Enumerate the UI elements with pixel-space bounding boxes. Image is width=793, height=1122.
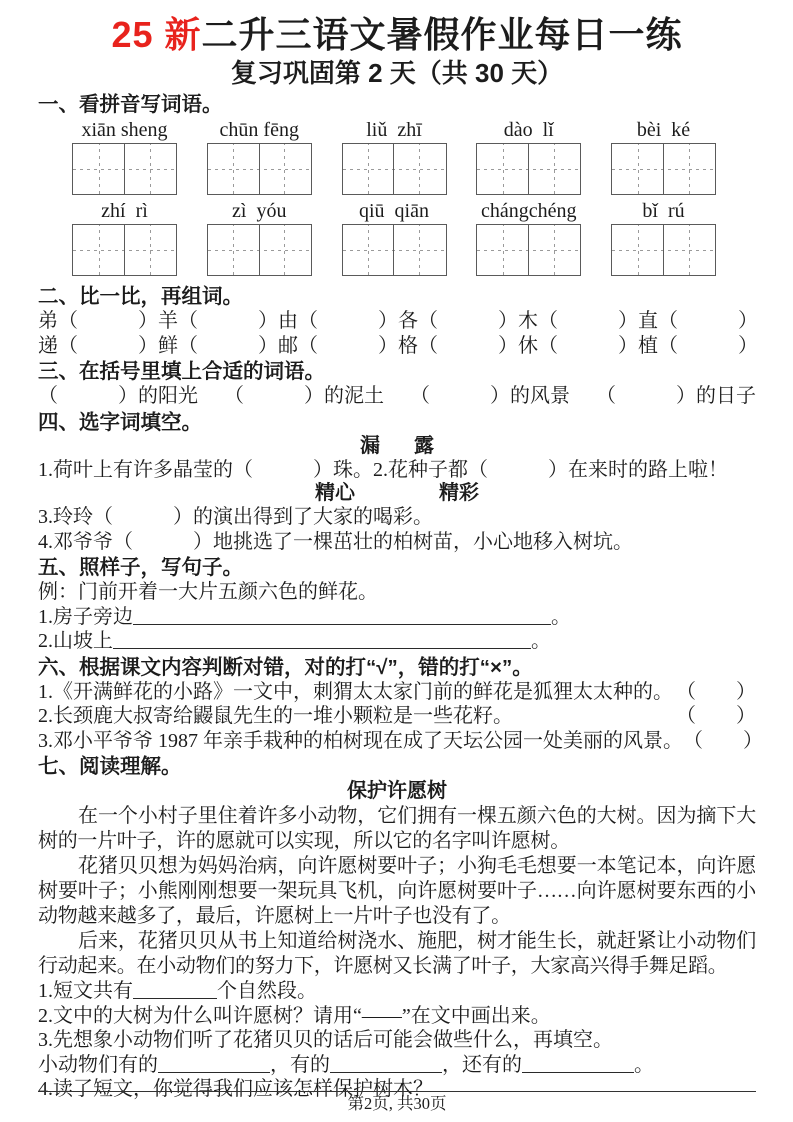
question-text: 。 (634, 1053, 654, 1076)
pinyin-row-1 (72, 119, 716, 195)
writing-grid-box (611, 224, 716, 276)
judge-statement: 3.邓小平爷爷 1987 年亲手栽种的柏树现在成了天坛公园一处美丽的风景。 (38, 729, 683, 752)
answer-underline (133, 981, 217, 999)
answer-blank-parens: （ ） (410, 385, 510, 407)
section-5-heading: 五、照样子，写句子。 (38, 556, 243, 579)
answer-blank-parens: （ ） (538, 334, 638, 357)
writing-grid-box (342, 224, 447, 276)
compare-char: 弟 (38, 310, 58, 332)
judge-item (38, 680, 756, 705)
judge-item (38, 729, 763, 754)
compare-char: 羊 (158, 310, 178, 332)
judge-statement: 1.《开满鲜花的小路》一文中，刺猬太太家门前的鲜花是狐狸太太种的。 (38, 680, 673, 703)
judge-statement: 2.长颈鹿大叔寄给鼹鼠先生的一堆小颗粒是一些花籽。 (38, 705, 513, 727)
question-text: ，有的 (270, 1053, 330, 1076)
answer-blank-parens: （ ） (178, 310, 278, 332)
exercise-line: 3.玲玲（ ）的演出得到了大家的喝彩。 (38, 506, 433, 528)
choice-word: 精彩 (439, 482, 479, 504)
phrase-row (38, 384, 756, 409)
compare-item (398, 334, 518, 359)
section-4-choose-words (38, 410, 756, 555)
compare-item (38, 309, 158, 334)
pinyin-word-group (611, 119, 716, 195)
passage-paragraph: 在一个小村子里住着许多小动物，它们拥有一棵五颜六色的大树。因为摘下大树的一片叶子，许的愿就可以实现，所以它的名字叫许愿树。 (38, 805, 756, 852)
compare-item (38, 334, 158, 359)
question-text: 小动物们有的 (38, 1053, 158, 1076)
compare-item (638, 334, 758, 359)
choice-gap (380, 435, 414, 458)
answer-blank-parens: （ ） (38, 385, 138, 407)
section-4-heading: 四、选字词填空。 (38, 410, 202, 434)
sentence-stem: 1.房子旁边 (38, 605, 133, 628)
pinyin-word-group (207, 200, 312, 276)
writing-grid-box (207, 143, 312, 195)
reading-question-2: 2.文中的大树为什么叫许愿树？请用“——”在文中画出来。 (38, 1004, 551, 1027)
title-red-part: 25 新 (111, 14, 202, 55)
answer-blank-parens: （ ） (58, 334, 158, 357)
title-black-part: 二升三语文暑假作业每日一练 (201, 14, 683, 55)
compare-item (398, 309, 518, 334)
compare-char: 休 (518, 334, 538, 357)
passage-paragraph: 花猪贝贝想为妈妈治病，向许愿树要叶子；小狗毛毛想要一本笔记本，向许愿树要叶子；小熊刚刚想要一架玩具飞机，向许愿树要叶子……向许愿树要东西的小动物越来越多了，最后，许愿树上一片叶子也没有了。 (38, 855, 756, 927)
section-7-heading: 七、阅读理解。 (38, 755, 182, 778)
answer-blank-parens: （ ） (298, 334, 398, 357)
page-subtitle: 复习巩固第 2 天（共 30 天） (230, 58, 564, 88)
pinyin-label: dào lǐ (503, 119, 554, 141)
section-1-heading: 一、看拼音写词语。 (38, 93, 223, 116)
writing-grid-box (342, 143, 447, 195)
pinyin-label: zì yóu (232, 200, 287, 222)
phrase-item (410, 384, 570, 409)
answer-blank-parens: （ ） (224, 385, 324, 407)
pinyin-label: bǐ rú (642, 200, 685, 222)
choice-gap (355, 482, 439, 505)
compare-char: 邮 (278, 334, 298, 357)
phrase-label: 的泥土 (324, 385, 384, 407)
answer-blank-parens: （ ） (298, 310, 398, 332)
pinyin-word-group (342, 119, 447, 195)
phrase-item (596, 384, 756, 409)
reading-question-4: 4.读了短文，你觉得我们应该怎样保护树木？ (38, 1078, 433, 1100)
sentence-blank-line (38, 605, 756, 630)
example-sentence: 例：门前开着一大片五颜六色的鲜花。 (38, 581, 378, 603)
compare-char: 木 (518, 310, 538, 332)
phrase-item (224, 384, 384, 409)
compare-item (638, 309, 758, 334)
compare-char: 格 (398, 334, 418, 357)
writing-grid-box (72, 224, 177, 276)
section-6-heading: 六、根据课文内容判断对错，对的打“√”，错的打“×”。 (38, 655, 533, 679)
section-7-reading (38, 754, 756, 1102)
pinyin-word-group (207, 119, 312, 195)
compare-char: 递 (38, 334, 58, 357)
choice-word: 精心 (315, 482, 355, 504)
compare-row-2 (38, 334, 756, 359)
question-text: 1.短文共有 (38, 980, 133, 1002)
compare-row-1 (38, 309, 756, 334)
pinyin-row-2 (72, 200, 716, 276)
answer-blank-parens: （ ） (658, 334, 758, 357)
sentence-end-punct: 。 (551, 605, 571, 628)
section-2-compare-words (38, 284, 756, 358)
compare-item (278, 334, 398, 359)
reading-question-3-blanks (38, 1053, 756, 1078)
pinyin-word-group (72, 200, 177, 276)
compare-item (158, 334, 278, 359)
pinyin-word-group (611, 200, 716, 276)
answer-blank-parens: （ ） (538, 310, 638, 332)
sentence-end-punct: 。 (531, 630, 551, 652)
pinyin-label: zhí rì (101, 200, 148, 222)
section-3-heading: 三、在括号里填上合适的词语。 (38, 360, 325, 383)
section-2-heading: 二、比一比，再组词。 (38, 285, 243, 308)
answer-bracket: （ ） (676, 680, 756, 703)
answer-underline (522, 1055, 634, 1073)
question-text: ，还有的 (442, 1053, 522, 1076)
choice-words-2 (38, 482, 756, 505)
reading-question-3: 3.先想象小动物们听了花猪贝贝的话后可能会做些什么，再填空。 (38, 1029, 613, 1051)
compare-char: 直 (638, 310, 658, 332)
pinyin-label: chūn fēng (219, 119, 299, 141)
answer-blank-parens: （ ） (418, 310, 518, 332)
section-1-pinyin (38, 92, 756, 283)
page-number: 第2页, 共30页 (347, 1094, 447, 1113)
pinyin-word-group (72, 119, 177, 195)
compare-item (278, 309, 398, 334)
answer-blank-parens: （ ） (596, 385, 696, 407)
pinyin-label: qiū qiān (359, 200, 429, 222)
section-5-write-sentences (38, 555, 756, 654)
compare-item (518, 309, 638, 334)
page-footer (38, 1091, 756, 1116)
pinyin-label: chángchéng (480, 200, 577, 222)
compare-item (518, 334, 638, 359)
section-3-fill-phrases (38, 359, 756, 409)
writing-grid-box (611, 143, 716, 195)
pinyin-label: liǔ zhī (366, 119, 422, 141)
choice-word: 露 (414, 434, 434, 457)
pinyin-label: bèi ké (636, 119, 691, 141)
phrase-label: 的日子 (696, 385, 756, 407)
section-6-true-false (38, 655, 763, 754)
phrase-label: 的风景 (510, 385, 570, 407)
answer-blank-parens: （ ） (178, 334, 278, 357)
pinyin-label: xiān sheng (81, 119, 168, 141)
phrase-item (38, 384, 198, 409)
answer-bracket: （ ） (683, 729, 763, 752)
passage-paragraph: 后来，花猪贝贝从书上知道给树浇水、施肥，树才能生长，就赶紧让小动物们行动起来。在小动物们的努力下，许愿树又长满了叶子，大家高兴得手舞足蹈。 (38, 930, 756, 977)
writing-grid-box (207, 224, 312, 276)
answer-underline (330, 1055, 442, 1073)
pinyin-word-group (476, 200, 581, 276)
writing-grid-box (476, 143, 581, 195)
writing-grid-box (72, 143, 177, 195)
compare-char: 植 (638, 334, 658, 357)
sentence-stem: 2.山坡上 (38, 630, 113, 652)
choice-words-1 (38, 435, 756, 458)
compare-item (158, 309, 278, 334)
pinyin-word-group (342, 200, 447, 276)
phrase-label: 的阳光 (138, 385, 198, 407)
answer-underline (133, 607, 551, 625)
answer-blank-parens: （ ） (658, 310, 758, 332)
exercise-line: 1.荷叶上有许多晶莹的（ ）珠。2.花种子都（ ）在来时的路上啦！ (38, 458, 728, 481)
judge-item (38, 704, 756, 729)
pinyin-grid-area (38, 117, 756, 283)
page-title (38, 13, 756, 56)
sentence-blank-line (38, 629, 756, 654)
pinyin-word-group (476, 119, 581, 195)
question-text: 个自然段。 (217, 980, 317, 1002)
compare-char: 各 (398, 310, 418, 332)
answer-blank-parens: （ ） (58, 310, 158, 332)
answer-underline (158, 1055, 270, 1073)
writing-grid-box (476, 224, 581, 276)
compare-char: 由 (278, 310, 298, 332)
exercise-line: 4.邓爷爷（ ）地挑选了一棵茁壮的柏树苗，小心地移入树坑。 (38, 530, 633, 553)
compare-char: 鲜 (158, 334, 178, 357)
answer-blank-parens: （ ） (418, 334, 518, 357)
answer-bracket: （ ） (676, 705, 756, 727)
choice-word: 漏 (360, 434, 380, 457)
answer-underline (113, 631, 531, 649)
passage-title: 保护许愿树 (347, 780, 447, 802)
reading-question-1 (38, 979, 756, 1004)
